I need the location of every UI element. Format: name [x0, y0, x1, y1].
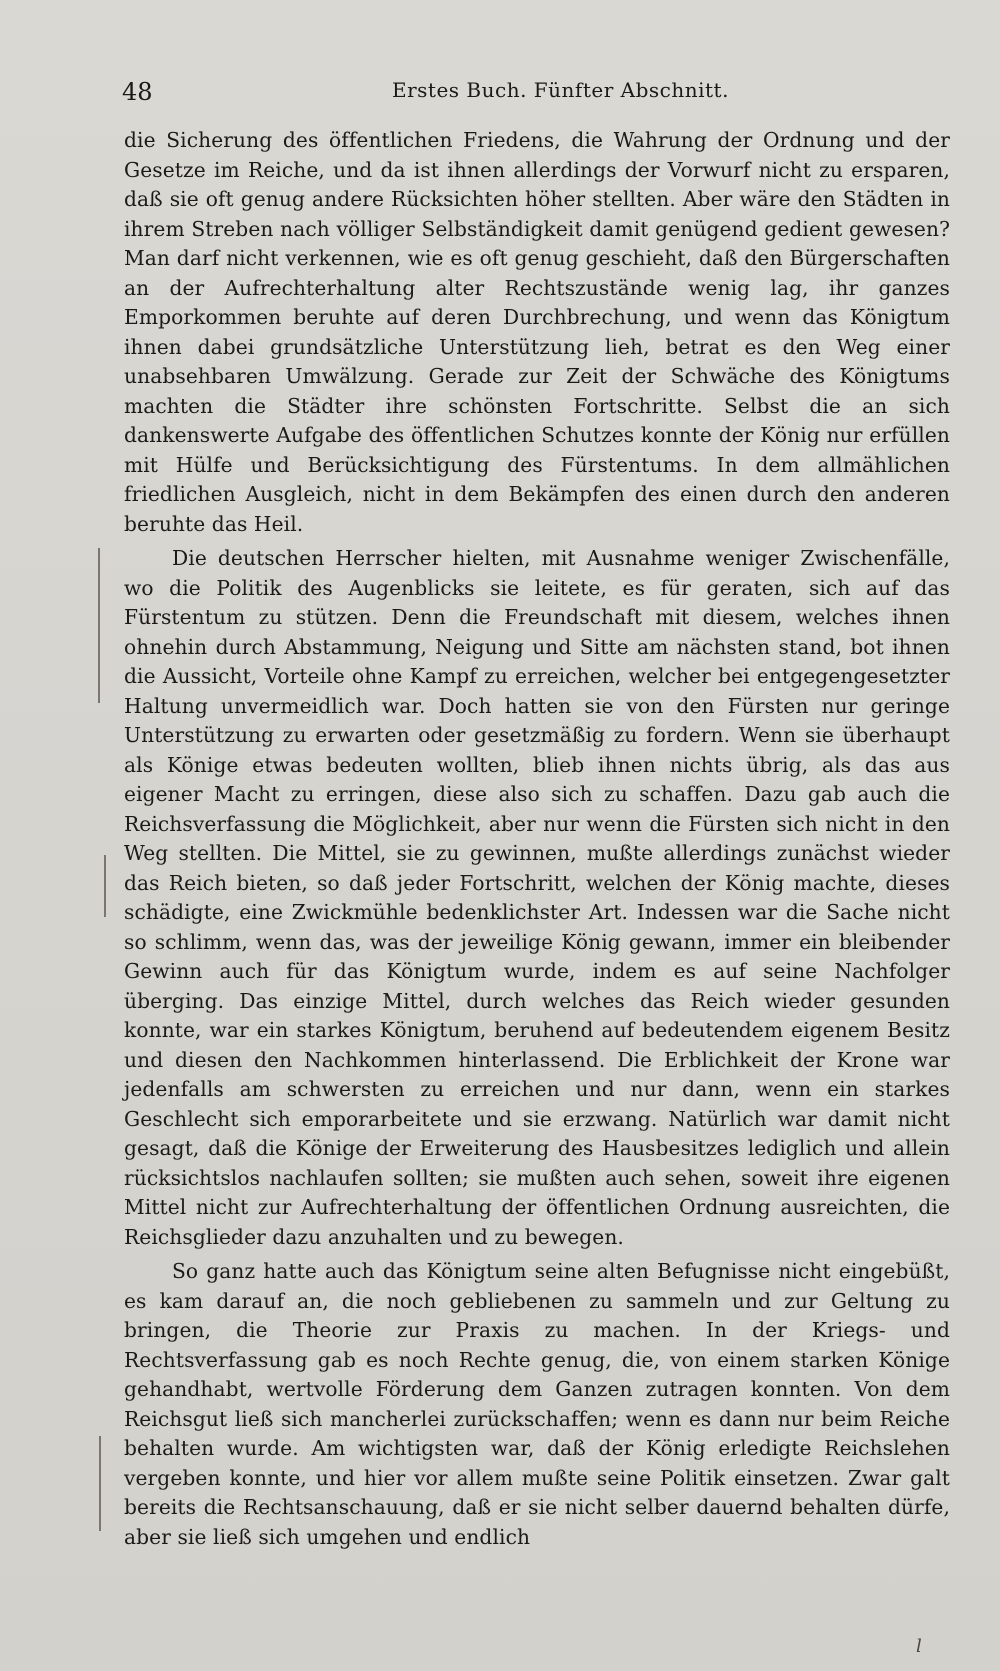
- running-head: Erstes Buch. Fünfter Abschnitt.: [392, 78, 729, 102]
- body-text: [124, 126, 950, 1557]
- stray-pencil-mark: l: [916, 1636, 922, 1657]
- page-header: [122, 78, 952, 114]
- page-number: 48: [122, 78, 153, 106]
- paragraph-1: die Sicherung des öffentlichen Friedens, die Wahrung der Ordnung und der Gesetze im Reiche, und da ist ihnen allerdings der Vorwurf nicht zu ersparen, daß sie oft genug andere Rücksichten höher stellten. Aber wäre den Städten in ihrem Streben nach völliger Selbständigkeit damit genügend gedient gewesen? Man darf nicht verkennen, wie es oft genug geschieht, daß den Bürgerschaften an der Aufrechterhaltung alter Rechtszustände wenig lag, ihr ganzes Emporkommen beruhte auf deren Durchbrechung, und wenn das Königtum ihnen dabei grundsätzliche Unterstützung lieh, betrat es den Weg einer unabsehbaren Umwälzung. Gerade zur Zeit der Schwäche des Königtums machten die Städter ihre schönsten Fortschritte. Selbst die an sich dankenswerte Aufgabe des öffentlichen Schutzes konnte der König nur erfüllen mit Hülfe und Berücksichtigung des Fürstentums. In dem allmählichen friedlichen Ausgleich, nicht in dem Bekämpfen des einen durch den anderen beruhte das Heil.: [124, 128, 950, 536]
- margin-pencil-mark: [99, 1436, 101, 1531]
- paragraph-2: Die deutschen Herrscher hielten, mit Ausnahme weniger Zwischenfälle, wo die Politik des Augenblicks sie leitete, es für geraten, sich auf das Fürstentum zu stützen. Denn die Freundschaft mit diesem, welches ihnen ohnehin durch Abstammung, Neigung und Sitte am nächsten stand, bot ihnen die Aussicht, Vorteile ohne Kampf zu erreichen, welcher bei entgegengesetzter Haltung unvermeidlich war. Doch hatten sie von den Fürsten nur geringe Unterstützung zu erwarten oder gesetzmäßig zu fordern. Wenn sie überhaupt als Könige etwas bedeuten wollten, blieb ihnen nichts übrig, als das aus eigener Macht zu erringen, diese also sich zu schaffen. Dazu gab auch die Reichsverfassung die Möglichkeit, aber nur wenn die Fürsten sich nicht in den Weg stellten. Die Mittel, sie zu gewinnen, mußte allerdings zunächst wieder das Reich bieten, so daß jeder Fortschritt, welchen der König machte, dieses schädigte, eine Zwickmühle bedenklichster Art. Indessen war die Sache nicht so schlimm, wenn das, was der jeweilige König gewann, immer ein bleibender Gewinn auch für das Königtum wurde, indem es auf seine Nachfolger überging. Das einzige Mittel, durch welches das Reich wieder gesunden konnte, war ein starkes Königtum, beruhend auf bedeutendem eigenem Besitz und diesen den Nachkommen hinterlassend. Die Erblichkeit der Krone war jedenfalls am schwersten zu erreichen und nur dann, wenn ein starkes Geschlecht sich emporarbeitete und sie erzwang. Natürlich war damit nicht gesagt, daß die Könige der Erweiterung des Hausbesitzes lediglich und allein rücksichtslos nachlaufen sollten; sie mußten auch sehen, soweit ihre eigenen Mittel nicht zur Aufrechterhaltung der öffentlichen Ordnung ausreichten, die Reichsglieder dazu anzuhalten und zu bewegen.: [124, 546, 950, 1249]
- margin-pencil-mark: [104, 855, 106, 917]
- margin-pencil-mark: [98, 548, 100, 703]
- paragraph-3: So ganz hatte auch das Königtum seine alten Befugnisse nicht eingebüßt, es kam darauf an, die noch gebliebenen zu sammeln und zur Geltung zu bringen, die Theorie zur Praxis zu machen. In der Kriegs- und Rechtsverfassung gab es noch Rechte genug, die, von einem starken Könige gehandhabt, wertvolle Förderung dem Ganzen zutragen konnten. Von dem Reichsgut ließ sich mancherlei zurückschaffen; wenn es dann nur beim Reiche behalten wurde. Am wichtigsten war, daß der König erledigte Reichslehen vergeben konnte, und hier vor allem mußte seine Politik einsetzen. Zwar galt bereits die Rechtsanschauung, daß er sie nicht selber dauernd behalten dürfe, aber sie ließ sich umgehen und endlich: [124, 1259, 950, 1549]
